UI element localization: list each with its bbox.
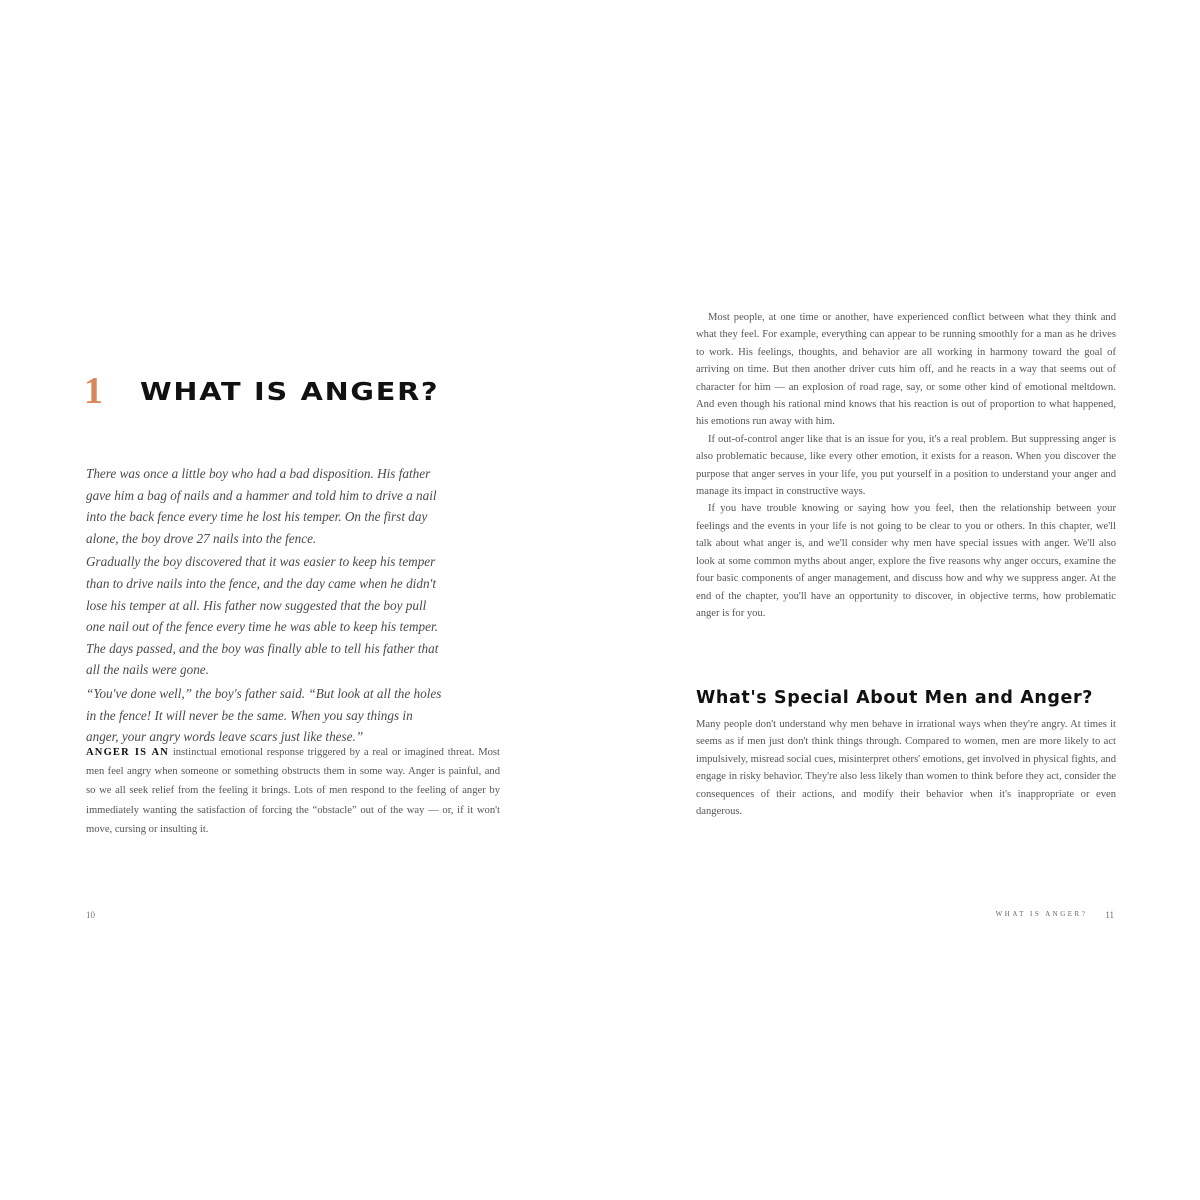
body-text — [696, 309, 1116, 622]
epigraph-paragraph: There was once a little boy who had a bad disposition. His father gave him a bag of nails and a hammer and told him to drive a nail into the back fence every time he lost his temper. On the first day alone, the boy drove 27 nails into the fence. — [86, 466, 437, 546]
intro-paragraph — [86, 743, 500, 839]
intro-text: instinctual emotional response triggered by a real or imagined threat. Most men feel angry when someone or something obstructs them in some way. Anger is painful, and so we all seek relief from the feeling it brings. Lots of men respond to the feeling of anger by immediately wanting the satisfaction of forcing the “obstacle” out of the way — or, if it won't move, cursing or insulting it. — [86, 747, 500, 835]
chapter-title: WHAT IS ANGER? — [140, 376, 440, 406]
section-heading: What's Special About Men and Anger? — [696, 688, 1093, 708]
section-paragraph: Many people don't understand why men behave in irrational ways when they're angry. At times it seems as if men just don't think things through. Compared to women, men are more likely to act impulsively, misread social cues, misinterpret others' emotions, get involved in physical fights, and engage in risky behavior. They're also less likely than women to think before they act, consider the consequences of their actions, and modify their behavior when it's inappropriate or even dangerous. — [696, 719, 1116, 818]
page-number-left: 10 — [86, 910, 95, 920]
body-paragraph: Most people, at one time or another, have experienced conflict between what they think and what they feel. For example, everything can appear to be running smoothly for a man as he drives to work. His feelings, thoughts, and behavior are all working in harmony toward the goal of arriving on time. But then another driver cuts him off, and he reacts in a way that seems out of character for him — an explosion of road rage, say, or some other kind of emotional meltdown. And even though his rational mind knows that his reaction is out of proportion to what happened, his emotions run away with him. — [696, 312, 1116, 428]
right-page — [600, 0, 1200, 1200]
chapter-number: 1 — [84, 370, 103, 412]
intro-lead-in: ANGER IS AN — [86, 747, 170, 758]
body-paragraph: If you have trouble knowing or saying how you feel, then the relationship between your feelings and the events in your life is not going to be clear to you or others. In this chapter, we'll talk about what anger is, and we'll consider why men have special issues with anger. We'll also look at some common myths about anger, explore the five reasons why anger occurs, examine the four basic components of anger management, and discuss how and why we suppress anger. At the end of the chapter, you'll have an opportunity to discover, in objective terms, how problematic anger is for you. — [696, 503, 1116, 619]
epigraph-paragraph: “You've done well,” the boy's father said. “But look at all the holes in the fence! It will never be the same. When you say things in anger, your angry words leave scars just like these.” — [86, 685, 442, 745]
chapter-header — [84, 370, 440, 412]
footer-right — [996, 910, 1114, 920]
page-number-right: 11 — [1105, 910, 1114, 920]
body-paragraph: If out-of-control anger like that is an issue for you, it's a real problem. But suppressing anger is also problematic because, like every other emotion, it exists for a reason. When you discover the purpose that anger serves in your life, you put yourself in a position to understand your anger and manage its impact in constructive ways. — [696, 433, 1116, 498]
epigraph-paragraph: Gradually the boy discovered that it was easier to keep his temper than to drive nails into the fence, and the day came when he didn't lose his temper at all. His father now suggested that the boy pull one nail out of the fence every time he was able to keep his temper. The days passed, and the boy was finally able to tell his father that all the nails were gone. — [86, 554, 439, 678]
section-body — [696, 716, 1116, 820]
epigraph — [86, 463, 446, 750]
running-head: WHAT IS ANGER? — [995, 910, 1088, 918]
